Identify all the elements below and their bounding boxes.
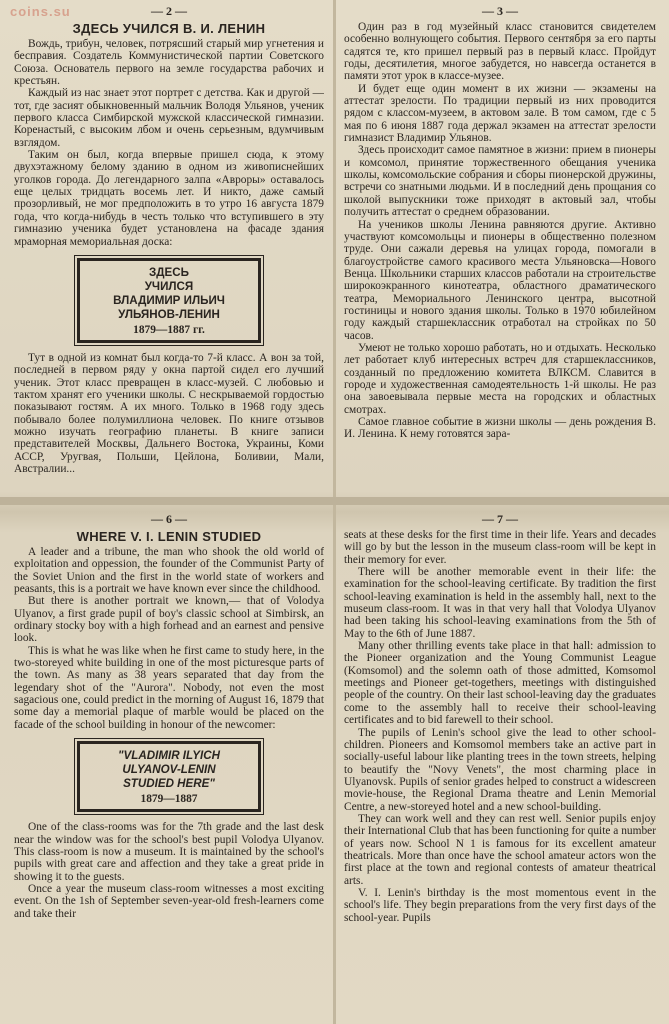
paragraph: И будет еще один момент в их жизни — экзамены на аттестат зрелости. По традиции первый из них проводится рядом с классом-музеем, в актовом зале. В том самом, где с 5 мая по 6 июня 1887 года держал экзамен на аттестат зрелости гимназист Владимир Ульянов. (344, 82, 656, 145)
plaque-line: ВЛАДИМИР ИЛЬИЧ (113, 293, 225, 307)
paragraph: This is what he was like when he first came to study here, in the two-storeyed white building in one of the most picturesque parts of the town. As many as 38 years separated that day from the legendary shot of the "Aurora". Nobody, not even the most sagacious one, could predict in the morning of August 16, 1879 that some day a memorial plaque of marble would be placed on the facade of the school building in honour of the newcomer: (14, 644, 324, 731)
paragraph: Тут в одной из комнат был когда-то 7-й класс. А вон за той, последней в первом ряду у окна партой сидел его лучший ученик. Этот класс превращен в класс-музей. С любовью и тактом хранят его ученики школы. С нескрываемой гордостью показывают гостям. А их много. Только в 1968 году здесь побывало более полумиллиона человек. По книге отзывов можно изучать географию планеты. В книге записи представителей Москвы, Дальнего Востока, Украины, Коми АССР, Уругвая, Польши, Цейлона, Боливии, Мали, Австралии... (14, 351, 324, 475)
paragraph: На учеников школы Ленина равняются другие. Активно участвуют комсомольцы и пионеры в общественно полезном труде. Они сажали деревья на улицах города, помогали в благоустройстве самого красивого места Ульяновска—Нового Венца. Школьники старших классов работали на строительстве широкоэкранного кинотеатра, областного драматического театра, Мемориального Ленинского центра, высотной гостиницы и нового здания школы. Только в 1970 юбилейном году каждый старшеклассник отработал на стройках по 50 часов. (344, 218, 656, 342)
page-title: WHERE V. I. LENIN STUDIED (76, 529, 262, 544)
vertical-fold (333, 0, 336, 1024)
page-number: — 6 — (151, 512, 187, 526)
paragraph: They can work well and they can rest well. Senior pupils enjoy their International Club that has been functioning for quite a number of years now. School N 1 is famous for its excellent amateur theatricals. More than once have the school amateur actors won the first place at the town and regional contests of amateur theatrical arts. (344, 812, 656, 887)
memorial-plaque (77, 741, 261, 812)
plaque-line: УЧИЛСЯ (144, 279, 194, 293)
paragraph: Умеют не только хорошо работать, но и отдыхать. Несколько лет работает клуб интересных встреч для старшеклассников, созданный по предложению комитета ВЛКСМ. Славится в городе и художественная самодеятельность 1-й школы. Не раз она завоевывала первые места на городских и областных смотрах. (344, 341, 656, 416)
page-3 (344, 4, 656, 494)
horizontal-fold (0, 497, 669, 505)
paragraph: Здесь происходит самое памятное в жизни: прием в пионеры и комсомол, принятие торжественного обещания ученика школы, комсомольские собрания и сборы пионерской дружины, встречи со знатными людьми. И в последний день прощания со школой выпускники тоже приходят в актовый зал, чтобы получить аттестат о среднем образовании. (344, 144, 656, 219)
paragraph: Таким он был, когда впервые пришел сюда, к этому двухэтажному белому зданию в одном из живописнейших уголков города. До легендарного залпа «Авроры» оставалось еще целых тридцать восемь лет. И никто, даже самый прозорливый, не мог предположить в то утро 16 августа 1879 года, что когда-нибудь в честь только что вступившего в эту гимназию ученика будет установлена на фасаде здания мраморная мемориальная доска: (14, 149, 324, 248)
paragraph: There will be another memorable event in their life: the examination for the school-leaving certificate. By tradition the first school-leaving examination is held in the assembly hall, next to the museum class-room. It was in that very hall that Volodya Ulyanov had been taking his school-leaving examinations from the 5th of May to the 6th of June 1887. (344, 566, 656, 640)
page-2 (14, 4, 324, 494)
page-7 (344, 512, 656, 1018)
page-number: — 7 — (482, 512, 518, 526)
plaque-line: ULYANOV-LENIN (122, 763, 216, 777)
paragraph: One of the class-rooms was for the 7th grade and the last desk near the window was for the school's best pupil Volodya Ulyanov. This class-room is now a museum. It is maintained by the school's pupils with great care and affection and they take a great pride in showing it to the guests. (14, 821, 324, 883)
plaque-line: STUDIED HERE" (123, 777, 215, 791)
page-title: ЗДЕСЬ УЧИЛСЯ В. И. ЛЕНИН (72, 21, 266, 36)
page-6 (14, 512, 324, 1018)
page-number: — 3 — (482, 4, 518, 18)
paragraph: Once a year the museum class-room witnesses a most exciting event. On the 1sh of September seven-year-old fresh-learners come and take their (14, 882, 324, 920)
paragraph: A leader and a tribune, the man who shook the old world of exploitation and oppession, the founder of the Communist Party of the Soviet Union and the first in the world state of workers and peasants, this is a portrait we have known ever since the childhood. (14, 546, 324, 596)
paragraph: The pupils of Lenin's school give the lead to other school-children. Pioneers and Komsomol members take an active part in socially-useful labour like planting trees in the town streets, helping to beautify the "Novy Venets", the most charming place in Ulyanovsk. Pupils of senior grades helped to construct a widescreen movie-house, the Regional Drama theatre and Lenin Memorial Centre, a new-storeyed hotel and a new school-building. (344, 726, 656, 813)
plaque-years: 1879—1887 (140, 793, 198, 806)
memorial-plaque (77, 258, 261, 343)
plaque-line: ЗДЕСЬ (149, 265, 189, 279)
paragraph: Каждый из нас знает этот портрет с детства. Как и другой — тот, где засият обыкновенный мальчик Володя Ульянов, ученик первого класса Симбирской мужской классической гимназии. Коренастый, с высоким лбом и очень серьезным, вдумчивым взглядом. (14, 87, 324, 149)
plaque-years: 1879—1887 гг. (133, 323, 205, 336)
paragraph: Many other thrilling events take place in that hall: admission to the Pioneer organization and the Young Communist League (Komsomol) and the solemn oath of those admitted, Komsomol meetings and Pioneer get-togethers, meetings with distinguished people of the country. On their last school-leaving day the graduates come to the assembly hall to receive their school-leaving certificates and to bid farewell to their school. (344, 640, 656, 727)
paragraph: V. I. Lenin's birthday is the most momentous event in the school's life. They begin preparations from the very first days of the school-year. Pupils (344, 886, 656, 924)
watermark-logo: coins.su (10, 4, 71, 19)
paragraph: Самое главное событие в жизни школы — день рождения В. И. Ленина. К нему готовятся зара- (344, 416, 656, 441)
plaque-line: УЛЬЯНОВ-ЛЕНИН (118, 307, 220, 321)
page-number: — 2 — (151, 4, 187, 18)
paragraph: But there is another portrait we known,— that of Volodya Ulyanov, a first grade pupil of boy's classic school at Simbirsk, an ordinary stocky boy with a high forhead and an earnest and pensive look. (14, 595, 324, 645)
paragraph: Один раз в год музейный класс становится свидетелем особенно волнующего события. Первого сентября за его парты садятся те, кто пришел первый раз в первый класс. Пройдут годы, десятилетия, многое забудется, но навсегда останется в памяти этот урок в классе-музее. (344, 21, 656, 83)
plaque-line: "VLADIMIR ILYICH (118, 749, 220, 763)
paragraph: seats at these desks for the first time in their life. Years and decades will go by but the lesson in the museum class-room will be kept in their memory for ever. (344, 529, 656, 566)
paragraph: Вождь, трибун, человек, потрясший старый мир угнетения и бесправия. Создатель Коммунистической партии Советского Союза. Основатель первого на земле государства рабочих и крестьян. (14, 38, 324, 88)
